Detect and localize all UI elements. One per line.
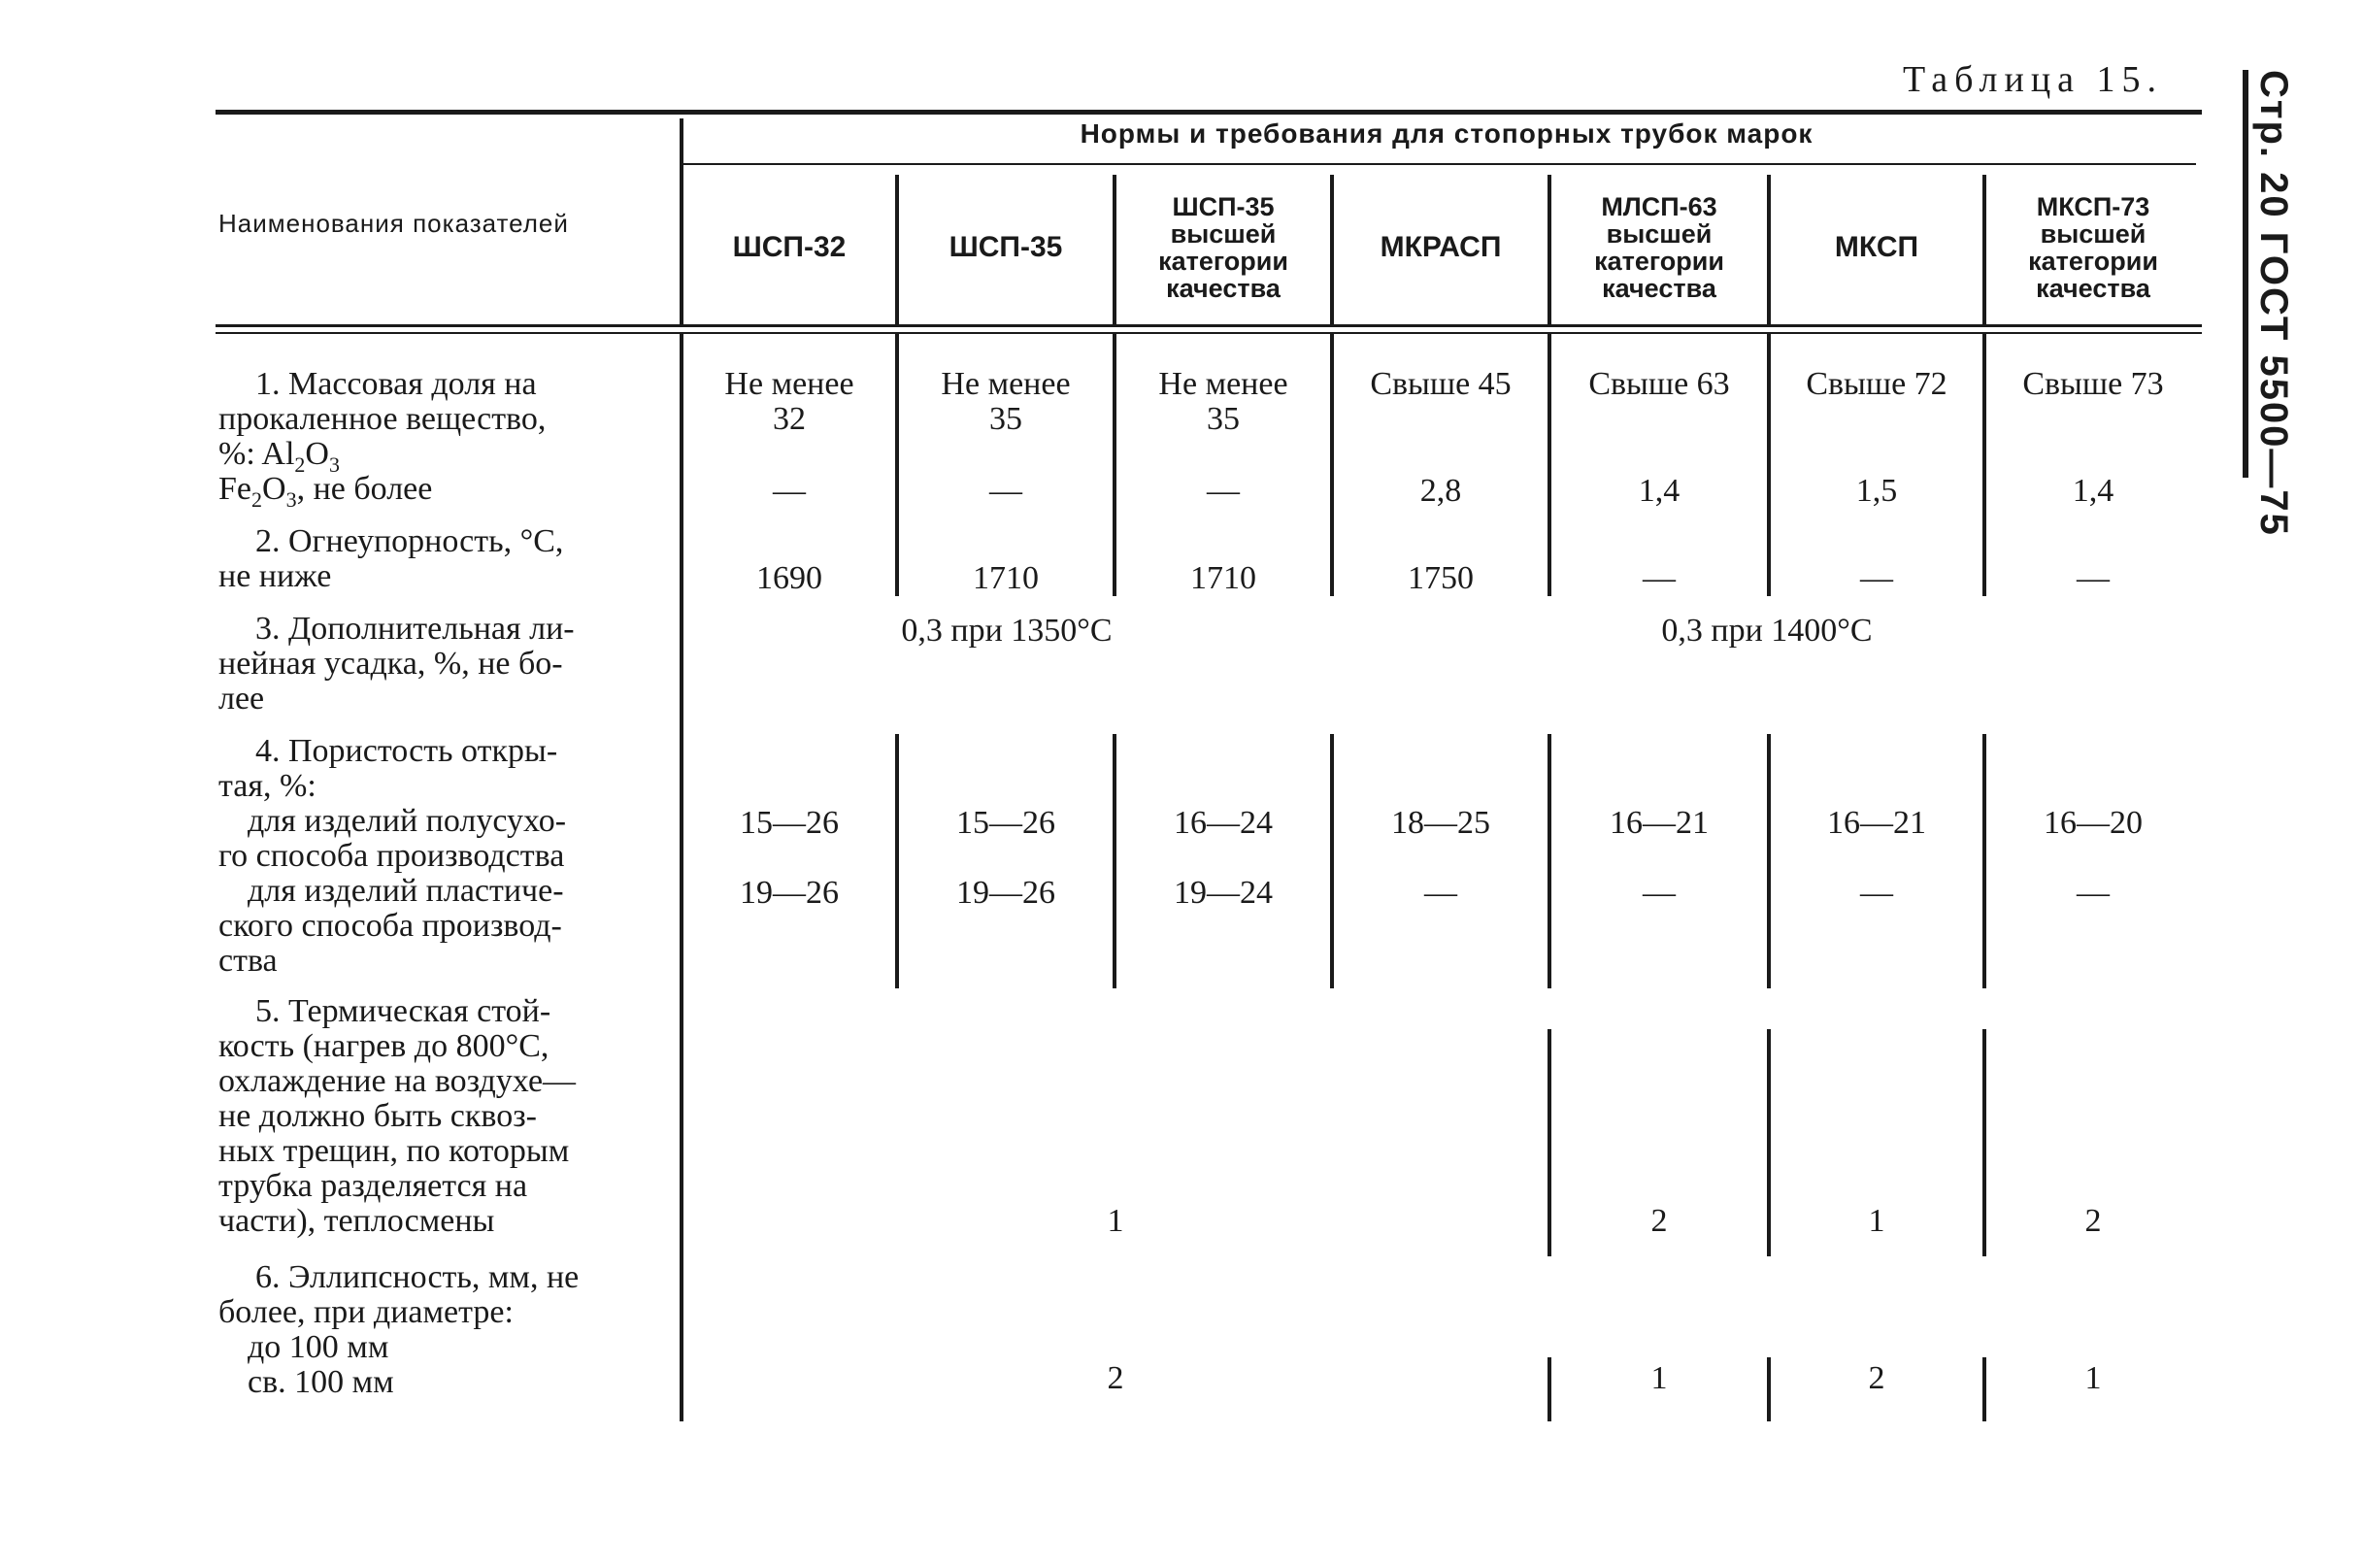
- side-rule: [2243, 70, 2248, 478]
- r1-alumina-shsp35-top: Не менее 35: [1158, 366, 1288, 437]
- top-rule: [216, 110, 2202, 115]
- r1-iron-mkrasp: 2,8: [1419, 473, 1462, 509]
- col-header-mkrasp: МКРАСП: [1380, 231, 1502, 263]
- table-number: Таблица 15.: [1903, 59, 2164, 100]
- r1-iron-shsp35: —: [989, 473, 1022, 509]
- indicator-column-header: Наименования показателей: [218, 209, 569, 238]
- body-divider-1b: [895, 734, 899, 988]
- r1-iron-mksp: 1,5: [1855, 473, 1898, 509]
- col-header-shsp-35: ШСП-35: [949, 231, 1063, 263]
- r1-alumina-mksp: Свыше 72: [1806, 366, 1947, 402]
- r4-plastic-mksp73: —: [2077, 875, 2110, 911]
- row4-label: 4. Пористость откры- тая, %: для изделий полусухо- го способа производства для изделий пластиче- ского способа производ- ства: [218, 734, 636, 979]
- r4-semi-mksp: 16—21: [1827, 805, 1926, 841]
- r4-semi-shsp32: 15—26: [740, 805, 839, 841]
- r4-semi-mlsp63: 16—21: [1610, 805, 1709, 841]
- r5-merged-first-four: 1: [1107, 1203, 1124, 1239]
- r4-semi-shsp35: 15—26: [956, 805, 1055, 841]
- col-header-shsp-35-top: ШСП-35 высшей категории качества: [1158, 192, 1288, 303]
- r2-shsp35: 1710: [973, 560, 1039, 596]
- r2-mksp73: —: [2077, 560, 2110, 596]
- body-divider-5b: [1767, 734, 1771, 988]
- body-divider-3b: [1330, 734, 1334, 988]
- body-divider-4b: [1548, 734, 1551, 988]
- body-divider-6b: [1982, 734, 1986, 988]
- r6-mlsp63: 1: [1650, 1360, 1668, 1396]
- r3-merged-shsp: 0,3 при 1350°С: [901, 613, 1113, 649]
- r4-plastic-mkrasp: —: [1424, 875, 1457, 911]
- r1-alumina-mlsp63: Свыше 63: [1588, 366, 1730, 402]
- r4-plastic-mksp: —: [1860, 875, 1893, 911]
- header-bottom-rule-2: [216, 332, 2202, 334]
- header-bottom-rule: [216, 324, 2202, 327]
- col-header-mksp: МКСП: [1834, 231, 1919, 263]
- page-side-label: [2241, 70, 2299, 537]
- r5-mlsp63: 2: [1650, 1203, 1668, 1239]
- r4-semi-shsp35-top: 16—24: [1174, 805, 1273, 841]
- row6-label: 6. Эллипсность, мм, не более, при диаметре: до 100 мм св. 100 мм: [218, 1259, 580, 1400]
- r3-merged-mk: 0,3 при 1400°С: [1661, 613, 1873, 649]
- row4-plastic-label: для изделий пластиче-: [248, 873, 564, 909]
- r4-plastic-shsp32: 19—26: [740, 875, 839, 911]
- r6-merged-first-four: 2: [1107, 1360, 1124, 1396]
- r2-mlsp63: —: [1643, 560, 1676, 596]
- r1-iron-mlsp63: 1,4: [1638, 473, 1681, 509]
- r4-plastic-mlsp63: —: [1643, 875, 1676, 911]
- row5-label: 5. Термическая стой- кость (нагрев до 800°С, охлаждение на воздухе— не должно быть сквоз- ных трещин, по которым трубка разделяется на части), теплосмены: [218, 993, 577, 1239]
- r2-mksp: —: [1860, 560, 1893, 596]
- group-rule: [680, 163, 2196, 165]
- r4-semi-mksp73: 16—20: [2044, 805, 2143, 841]
- r4-semi-mkrasp: 18—25: [1391, 805, 1490, 841]
- side-label-text: Стр. 20 ГОСТ 5500—75: [2252, 70, 2295, 537]
- grade-group-title: Нормы и требования для стопорных трубок марок: [1080, 118, 1814, 149]
- row2-label: 2. Огнеупорность, °С, не ниже: [218, 523, 564, 594]
- r6-mksp: 2: [1868, 1360, 1885, 1396]
- r6-mksp73: 1: [2084, 1360, 2102, 1396]
- row3-label: 3. Дополнительная ли- нейная усадка, %, не бо- лее: [218, 611, 575, 717]
- r1-alumina-shsp35: Не менее 35: [941, 366, 1071, 437]
- row4-semi-dry-label: для изделий полусухо-: [248, 803, 567, 839]
- body-divider-2b: [1113, 734, 1116, 988]
- r4-plastic-shsp35: 19—26: [956, 875, 1055, 911]
- r1-alumina-mksp73: Свыше 73: [2022, 366, 2164, 402]
- r1-alumina-shsp32: Не менее 32: [724, 366, 854, 437]
- col-header-shsp-32: ШСП-32: [732, 231, 847, 263]
- r1-iron-shsp32: —: [773, 473, 806, 509]
- row1-fe-label: $Fe_2O_3$, не более: [218, 471, 433, 512]
- r2-mkrasp: 1750: [1408, 560, 1474, 596]
- row1-label: 1. Массовая доля на прокаленное вещество, %: $Al_2O_3$ $Fe_2O_3$, не более: [218, 367, 636, 507]
- r5-mksp: 1: [1868, 1203, 1885, 1239]
- r5-mksp73: 2: [2084, 1203, 2102, 1239]
- col-header-mlsp-63: МЛСП-63 высшей категории качества: [1594, 192, 1724, 303]
- r2-shsp35-top: 1710: [1190, 560, 1256, 596]
- col-header-mksp-73: МКСП-73 высшей категории качества: [2028, 192, 2158, 303]
- r1-iron-mksp73: 1,4: [2072, 473, 2114, 509]
- r2-shsp32: 1690: [756, 560, 822, 596]
- r1-alumina-mkrasp: Свыше 45: [1370, 366, 1512, 402]
- r4-plastic-shsp35-top: 19—24: [1174, 875, 1273, 911]
- r1-iron-shsp35-top: —: [1207, 473, 1240, 509]
